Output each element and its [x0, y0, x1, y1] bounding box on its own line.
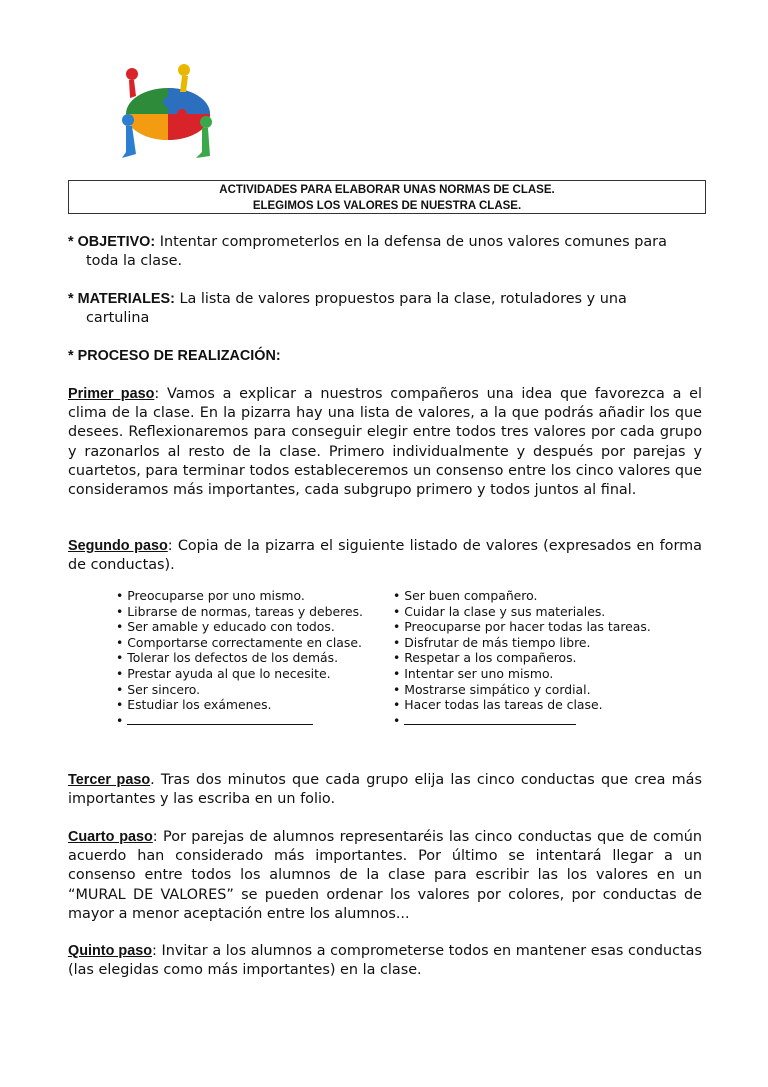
blank-list-item	[116, 713, 363, 729]
step-segundo-text: : Copia de la pizarra el siguiente listado de valores (expresados en forma de conductas).	[68, 538, 702, 574]
step-tercer	[68, 771, 702, 809]
list-item: • Cuidar la clase y sus materiales.	[393, 604, 651, 620]
step-cuarto-text: : Por parejas de alumnos representaréis las cinco conductas que de común acuerdo han considerado más importantes. Por último se intentará llegar a un consenso entre todos los alumnos de la clase para escribir las los valores en un “MURAL DE VALORES” se pueden ordenar los valores por colores, por conductas de mayor a menor aceptación entre los alumnos...	[68, 829, 702, 922]
step-segundo-label: Segundo paso	[68, 538, 168, 554]
objetivo-text-2: toda la clase.	[86, 253, 183, 270]
step-tercer-label: Tercer paso	[68, 772, 151, 788]
values-list-left	[116, 588, 363, 728]
document-title-box	[68, 180, 706, 214]
list-item: • Ser sincero.	[116, 682, 363, 698]
list-item: • Hacer todas las tareas de clase.	[393, 697, 651, 713]
materiales-label: * MATERIALES:	[68, 291, 175, 307]
materiales-section	[68, 290, 702, 328]
step-primer-text: : Vamos a explicar a nuestros compañeros una idea que favorezca a el clima de la clase. En la pizarra hay una lista de valores, a la que podrás añadir los que desees. Reflexionaremos para conseguir elegir entre todos tres valores por cada grupo y razonarlos al resto de la clase. Primero individualmente y después por parejas y cuartetos, para terminar todos estableceremos un consenso entre los cinco valores que consideramos más importantes, cada subgrupo primero y todos juntos al final.	[68, 386, 702, 499]
step-cuarto	[68, 828, 702, 924]
objetivo-text-1: Intentar comprometerlos en la defensa de unos valores comunes para	[159, 234, 667, 250]
materiales-text-1: La lista de valores propuestos para la clase, rotuladores y una	[179, 291, 627, 307]
list-item: • Intentar ser uno mismo.	[393, 666, 651, 682]
step-quinto	[68, 942, 702, 980]
list-item: • Preocuparse por uno mismo.	[116, 588, 363, 604]
list-item: • Ser amable y educado con todos.	[116, 619, 363, 635]
list-item: • Tolerar los defectos de los demás.	[116, 650, 363, 666]
objetivo-label: * OBJETIVO:	[68, 234, 156, 250]
list-item: • Estudiar los exámenes.	[116, 697, 363, 713]
list-item: • Librarse de normas, tareas y deberes.	[116, 604, 363, 620]
values-list-right	[393, 588, 651, 728]
list-item: • Prestar ayuda al que lo necesite.	[116, 666, 363, 682]
title-line-2: ELEGIMOS LOS VALORES DE NUESTRA CLASE.	[252, 200, 522, 212]
puzzle-teamwork-icon	[112, 62, 224, 170]
objetivo-section	[68, 233, 702, 271]
step-tercer-text: . Tras dos minutos que cada grupo elija las cinco conductas que crea más importantes y las escriba en un folio.	[68, 772, 702, 808]
blank-line	[404, 714, 576, 725]
list-item: • Respetar a los compañeros.	[393, 650, 651, 666]
list-item: • Disfrutar de más tiempo libre.	[393, 635, 651, 651]
step-cuarto-label: Cuarto paso	[68, 829, 153, 845]
list-item: • Ser buen compañero.	[393, 588, 651, 604]
materiales-text-2: cartulina	[86, 310, 150, 327]
step-primer-label: Primer paso	[68, 386, 155, 402]
list-item: • Mostrarse simpático y cordial.	[393, 682, 651, 698]
list-item: • Preocuparse por hacer todas las tareas.	[393, 619, 651, 635]
step-segundo	[68, 537, 702, 575]
title-line-1: ACTIVIDADES PARA ELABORAR UNAS NORMAS DE CLASE.	[219, 184, 555, 196]
step-quinto-label: Quinto paso	[68, 943, 152, 959]
blank-list-item	[393, 713, 651, 729]
step-quinto-text: : Invitar a los alumnos a comprometerse todos en mantener esas conductas (las elegidas como más importantes) en la clase.	[68, 943, 702, 979]
proceso-heading: * PROCESO DE REALIZACIÓN:	[68, 348, 281, 364]
step-primer	[68, 385, 702, 500]
list-item: • Comportarse correctamente en clase.	[116, 635, 363, 651]
blank-line	[127, 714, 313, 725]
